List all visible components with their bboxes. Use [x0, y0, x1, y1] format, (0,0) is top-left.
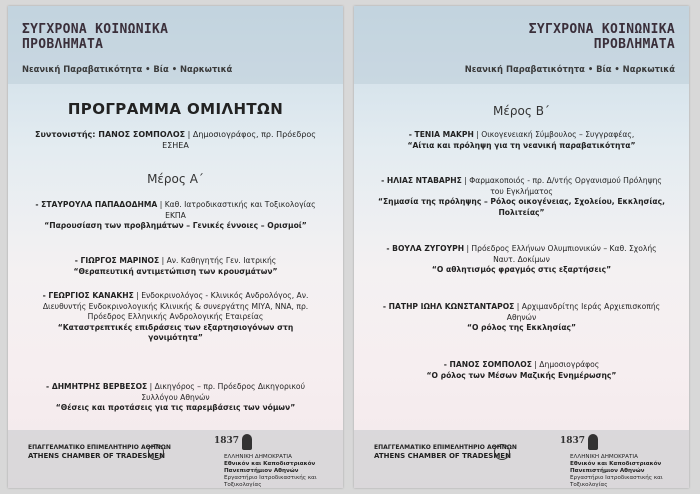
subtitle: Νεανική Παραβατικότητα • Βία • Ναρκωτικά	[22, 64, 233, 74]
speaker-item: - ΓΙΩΡΓΟΣ ΜΑΡΙΝΟΣ | Αν. Καθηγητής Γεν. Ιατρικής “Θεραπευτική αντιμετώπιση των κρουσμάτων”	[73, 256, 278, 276]
speaker-item: - ΠΑΝΟΣ ΣΟΜΠΟΛΟΣ | Δημοσιογράφος “Ο ρόλος των Μέσων Μαζικής Ενημέρωσης”	[426, 360, 617, 380]
brand-logo-text: ΣΥΓΧΡΟΝΑ ΚΟΙΝΩΝΙΚΑ ΠΡΟΒΛΗΜΑΤΑ	[528, 22, 675, 52]
chamber-logo: ΕΠΑΓΓΕΛΜΑΤΙΚΟ ΕΠΙΜΕΛΗΤΗΡΙΟ ΑΘΗΝΩΝ ATHENS CHAMBER OF TRADESMEN	[374, 444, 517, 460]
university-year: 1837	[560, 436, 586, 446]
university-year: 1837	[214, 436, 240, 446]
university-logo: ΕΛΛΗΝΙΚΗ ΔΗΜΟΚΡΑΤΙΑ Εθνικόν και Καποδιστριακόν Πανεπιστήμιον Αθηνών Εργαστήριο Ιατροδικαστικής και Τοξικολογίας	[224, 454, 317, 488]
helmet-icon	[242, 434, 252, 450]
chamber-seal-icon	[494, 444, 510, 460]
page-title: ΠΡΟΓΡΑΜΜΑ ΟΜΙΛΗΤΩΝ	[67, 100, 284, 118]
speaker-item: - ΗΛΙΑΣ ΝΤΑΒΑΡΗΣ | Φαρμακοποιός - πρ. Δ/ντής Οργανισμού Πρόληψης του Εγκλήματος “Σημασία της πρόληψης – Ρόλος οικογένειας, Σχολείου, Εκκλησίας, Πολιτείας”	[378, 176, 665, 217]
program-page-right	[354, 6, 689, 488]
speaker-item: - ΓΕΩΡΓΙΟΣ ΚΑΝΑΚΗΣ | Ενδοκρινολόγος - Κλινικός Ανδρολόγος, Αν. Διευθυντής Ενδοκρινολογικής Κλινικής & συνεργάτης ΜΙΥΑ, ΝΝΑ, πρ. Πρόεδρος Ελληνικής Ανδρολογικής Εταιρείας “Καταστρεπτικές επιδράσεις των εξαρτησιογόνων στη γονιμότητα”	[42, 291, 309, 342]
subtitle: Νεανική Παραβατικότητα • Βία • Ναρκωτικά	[464, 64, 675, 74]
coordinator: Συντονιστής: ΠΑΝΟΣ ΣΟΜΠΟΛΟΣ | Δημοσιογράφος, πρ. Πρόεδρος ΕΣΗΕΑ	[35, 130, 316, 150]
helmet-icon	[588, 434, 598, 450]
chamber-seal-icon	[148, 444, 164, 460]
speaker-item: - ΒΟΥΛΑ ΖΥΓΟΥΡΗ | Πρόεδρος Ελλήνων Ολυμπιονικών – Καθ. Σχολής Ναυτ. Δοκίμων “Ο αθλητισμός φραγμός στις εξαρτήσεις”	[386, 244, 657, 274]
footer-logos	[354, 430, 689, 488]
speaker-item: - ΤΕΝΙΑ ΜΑΚΡΗ | Οικογενειακή Σύμβουλος – Συγγραφέας, “Αίτια και πρόληψη για τη νεανική παραβατικότητα”	[407, 130, 636, 150]
program-page-left	[8, 6, 343, 488]
brand-logo-text: ΣΥΓΧΡΟΝΑ ΚΟΙΝΩΝΙΚΑ ΠΡΟΒΛΗΜΑΤΑ	[22, 22, 169, 52]
footer-logos	[8, 430, 343, 488]
speaker-item: - ΔΗΜΗΤΡΗΣ ΒΕΡΒΕΣΟΣ | Δικηγόρος – πρ. Πρόεδρος Δικηγορικού Συλλόγου Αθηνών “Θέσεις και προτάσεις για τις παρεμβάσεις των νόμων”	[46, 382, 305, 412]
university-logo: ΕΛΛΗΝΙΚΗ ΔΗΜΟΚΡΑΤΙΑ Εθνικόν και Καποδιστριακόν Πανεπιστήμιον Αθηνών Εργαστήριο Ιατροδικαστικής και Τοξικολογίας	[570, 454, 663, 488]
speaker-item: - ΣΤΑΥΡΟΥΛΑ ΠΑΠΑΔΟΔΗΜΑ | Καθ. Ιατροδικαστικής και Τοξικολογίας ΕΚΠΑ “Παρουσίαση των προβλημάτων – Γενικές έννοιες – Ορισμοί”	[35, 200, 316, 230]
chamber-logo: ΕΠΑΓΓΕΛΜΑΤΙΚΟ ΕΠΙΜΕΛΗΤΗΡΙΟ ΑΘΗΝΩΝ ATHENS CHAMBER OF TRADESMEN	[28, 444, 171, 460]
part-a-heading: Μέρος Α΄	[147, 172, 204, 186]
part-b-heading: Μέρος Β΄	[493, 104, 550, 118]
speaker-item: - ΠΑΤΗΡ ΙΩΗΛ ΚΩΝΣΤΑΝΤΑΡΟΣ | Αρχιμανδρίτης Ιεράς Αρχιεπισκοπής Αθηνών “Ο ρόλος της Εκκλησίας”	[382, 302, 661, 332]
